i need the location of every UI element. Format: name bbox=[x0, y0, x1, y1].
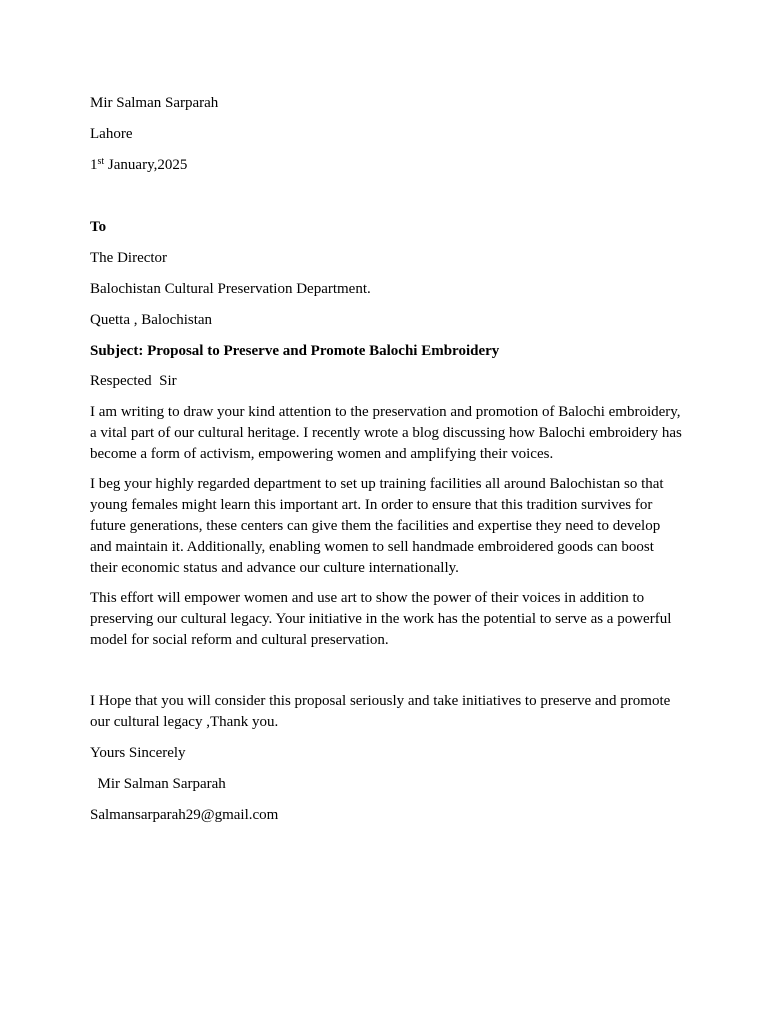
signature-name: Mir Salman Sarparah bbox=[90, 776, 226, 792]
body-paragraph-2: I beg your highly regarded department to set up training facilities all around Balochistan so that young females might learn this important art. In order to ensure that this tradition survives for future generations, these centers can give them the facilities and expertise they need to develop and maintain it. Additionally, enabling women to sell handmade embroidered goods can boost their economic status and advance our culture internationally. bbox=[90, 476, 664, 576]
salutation: Respected Sir bbox=[90, 373, 177, 389]
date-day-suffix: st bbox=[97, 156, 105, 167]
sender-name: Mir Salman Sarparah bbox=[90, 95, 219, 111]
to-label: To bbox=[90, 219, 107, 235]
recipient-title: The Director bbox=[90, 250, 168, 266]
recipient-location: Quetta , Balochistan bbox=[90, 312, 213, 328]
recipient-department: Balochistan Cultural Preservation Department. bbox=[90, 281, 371, 297]
valediction: Yours Sincerely bbox=[90, 745, 186, 761]
date-day: 1 bbox=[90, 157, 98, 173]
sender-email: Salmansarparah29@gmail.com bbox=[90, 807, 279, 823]
subject-line: Subject: Proposal to Preserve and Promote Balochi Embroidery bbox=[90, 343, 500, 359]
body-paragraph-3: This effort will empower women and use art to show the power of their voices in addition to preserving our cultural legacy. Your initiative in the work has the potential to serve as a powerful model for social reform and cultural preservation. bbox=[90, 590, 672, 648]
letter-date bbox=[90, 155, 187, 175]
body-paragraph-4: I Hope that you will consider this proposal seriously and take initiatives to preserve and promote our cultural legacy ,Thank you. bbox=[90, 693, 671, 730]
date-month-year: January,2025 bbox=[104, 157, 188, 173]
body-paragraph-1: I am writing to draw your kind attention to the preservation and promotion of Balochi embroidery, a vital part of our cultural heritage. I recently wrote a blog discussing how Balochi embroidery has become a form of activism, empowering women and amplifying their voices. bbox=[90, 404, 682, 462]
sender-city: Lahore bbox=[90, 126, 133, 142]
